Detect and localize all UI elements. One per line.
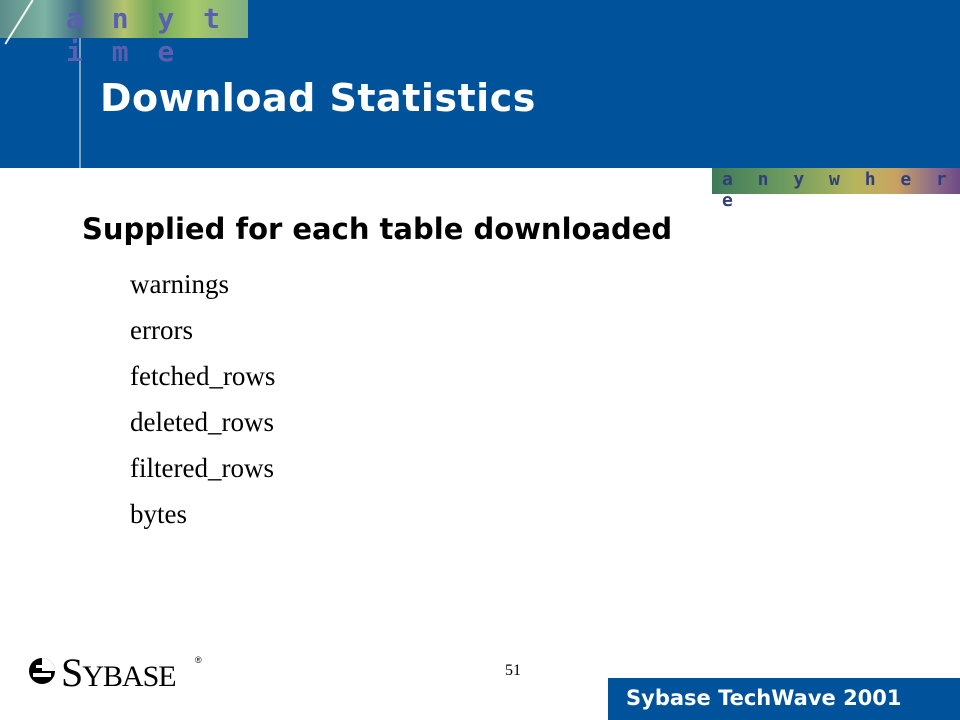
anywhere-banner-icon	[712, 168, 960, 211]
page-number: 51	[505, 662, 521, 679]
banner-slash	[4, 0, 33, 45]
list-item: bytes	[130, 499, 187, 529]
event-banner	[608, 678, 960, 720]
registered-mark: ®	[195, 655, 202, 665]
list-item: errors	[130, 315, 193, 345]
statistics-list	[130, 264, 275, 540]
list-item: deleted_rows	[130, 407, 274, 437]
list-item: fetched_rows	[130, 361, 276, 391]
anywhere-banner-word: a n y w h e r e	[722, 169, 954, 211]
sybase-logo-icon	[27, 651, 57, 691]
event-label: Sybase TechWave 2001	[626, 686, 902, 710]
anytime-banner-word: a n y t i m e	[66, 2, 227, 68]
sybase-wordmark-rest: YBASE	[82, 660, 176, 693]
list-item: filtered_rows	[130, 453, 274, 483]
sybase-wordmark-initial: S	[61, 650, 83, 695]
sybase-wordmark	[61, 650, 176, 697]
section-heading: Supplied for each table downloaded	[82, 212, 673, 246]
sybase-logo	[27, 650, 202, 695]
anytime-banner-icon	[0, 0, 248, 68]
list-item: warnings	[130, 269, 229, 299]
page-title: Download Statistics	[100, 76, 536, 120]
